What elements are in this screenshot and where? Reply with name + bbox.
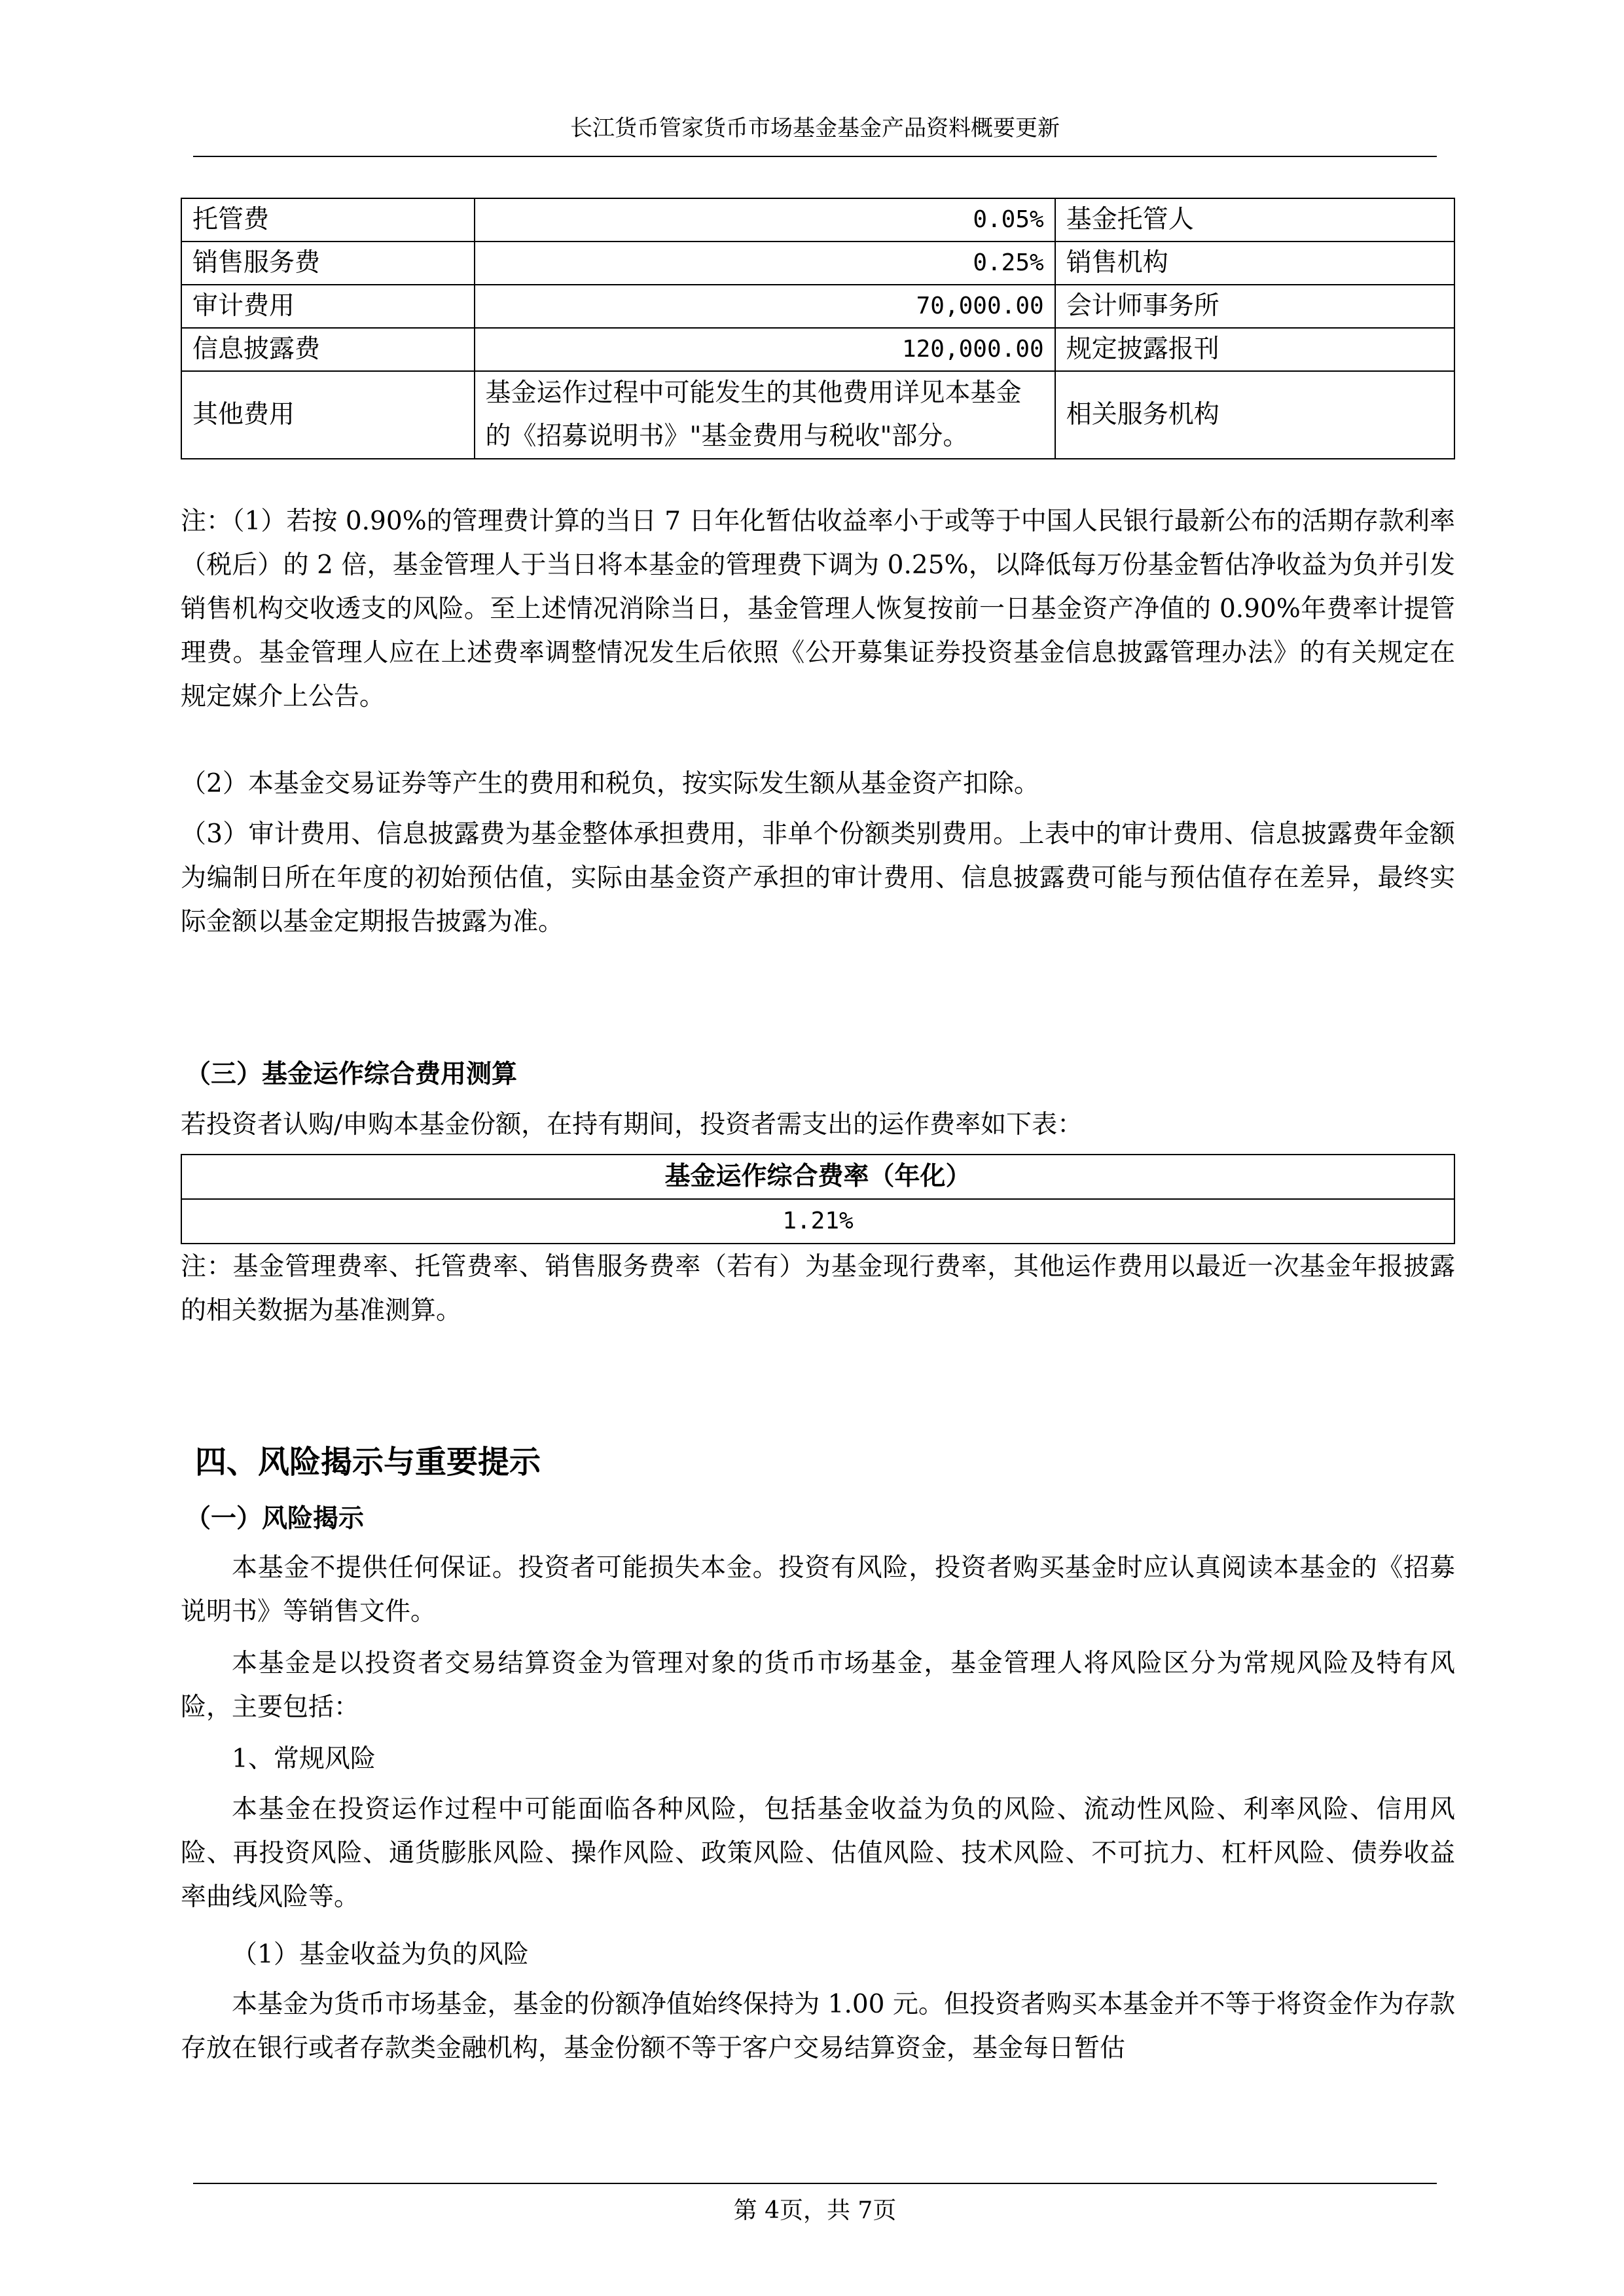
paragraph: 本基金在投资运作过程中可能面临各种风险，包括基金收益为负的风险、流动性风险、利率风险、信用风险、再投资风险、通货膨胀风险、操作风险、政策风险、估值风险、技术风险、不可抗力、杠杆风险、债券收益率曲线风险等。	[181, 1795, 1455, 1912]
fee-amount: 70,000.00	[475, 285, 1055, 328]
table-row	[181, 1199, 1454, 1244]
fee-payee: 基金托管人	[1055, 198, 1454, 242]
rate-value: 1.21%	[181, 1199, 1454, 1244]
fee-amount: 120,000.00	[475, 328, 1055, 371]
page-header: 长江货币管家货币市场基金基金产品资料概要更新	[570, 115, 1060, 141]
section-title: 四、风险揭示与重要提示	[195, 1444, 541, 1480]
fee-amount: 0.25%	[475, 242, 1055, 285]
table-row	[181, 328, 1454, 371]
paragraph: 本基金为货币市场基金，基金的份额净值始终保持为 1.00 元。但投资者购买本基金并不等于将资金作为存款存放在银行或者存款类金融机构，基金份额不等于客户交易结算资金，基金每日暂估	[181, 1990, 1455, 2063]
table-row	[181, 198, 1454, 242]
note-1: 注：（1）若按 0.90%的管理费计算的当日 7 日年化暂估收益率小于或等于中国人民银行最新公布的活期存款利率（税后）的 2 倍，基金管理人于当日将本基金的管理费下调为 0.25%，以降低每万份基金暂估净收益为负并引发销售机构交收透支的风险。至上述情况消除当日，基金管理人恢复按前一日基金资产净值的 0.90%年费率计提管理费。基金管理人应在上述费率调整情况发生后依照《公开募集证券投资基金信息披露管理办法》的有关规定在规定媒介上公告。	[181, 507, 1455, 711]
table-row	[181, 285, 1454, 328]
section-intro: 若投资者认购/申购本基金份额，在持有期间，投资者需支出的运作费率如下表：	[181, 1110, 1083, 1139]
paragraph: 本基金是以投资者交易结算资金为管理对象的货币市场基金，基金管理人将风险区分为常规风险及特有风险，主要包括：	[181, 1649, 1455, 1722]
fee-name: 销售服务费	[181, 242, 475, 285]
fee-payee: 相关服务机构	[1055, 371, 1454, 459]
paragraph: 1、常规风险	[232, 1744, 376, 1774]
fee-amount: 0.05%	[475, 198, 1055, 242]
fee-name: 信息披露费	[181, 328, 475, 371]
paragraph: 本基金不提供任何保证。投资者可能损失本金。投资有风险，投资者购买基金时应认真阅读本基金的《招募说明书》等销售文件。	[181, 1553, 1455, 1626]
table-header-cell: 基金运作综合费率（年化）	[181, 1155, 1454, 1199]
fee-payee: 规定披露报刊	[1055, 328, 1454, 371]
fee-payee: 销售机构	[1055, 242, 1454, 285]
fee-payee: 会计师事务所	[1055, 285, 1454, 328]
note-3: （3）审计费用、信息披露费为基金整体承担费用，非单个份额类别费用。上表中的审计费用、信息披露费年金额为编制日所在年度的初始预估值，实际由基金资产承担的审计费用、信息披露费可能与预估值存在差异，最终实际金额以基金定期报告披露为准。	[181, 819, 1455, 937]
rate-note: 注：基金管理费率、托管费率、销售服务费率（若有）为基金现行费率，其他运作费用以最近一次基金年报披露的相关数据为基准测算。	[181, 1252, 1455, 1325]
header-divider	[193, 156, 1437, 157]
fee-description: 基金运作过程中可能发生的其他费用详见本基金的《招募说明书》"基金费用与税收"部分。	[475, 371, 1055, 459]
paragraph: （1）基金收益为负的风险	[232, 1940, 529, 1969]
footer-divider	[193, 2183, 1437, 2184]
fee-name: 其他费用	[181, 371, 475, 459]
fee-name: 托管费	[181, 198, 475, 242]
subsection-heading: （一）风险揭示	[185, 1504, 365, 1534]
table-row	[181, 242, 1454, 285]
section-heading: （三）基金运作综合费用测算	[185, 1060, 518, 1089]
table-row	[181, 371, 1454, 459]
table-row	[181, 1155, 1454, 1199]
page-number: 第 4页，共 7页	[733, 2197, 897, 2224]
note-2: （2）本基金交易证券等产生的费用和税负，按实际发生额从基金资产扣除。	[181, 769, 1039, 798]
fee-name: 审计费用	[181, 285, 475, 328]
rate-table	[181, 1154, 1455, 1244]
fee-table	[181, 198, 1455, 459]
